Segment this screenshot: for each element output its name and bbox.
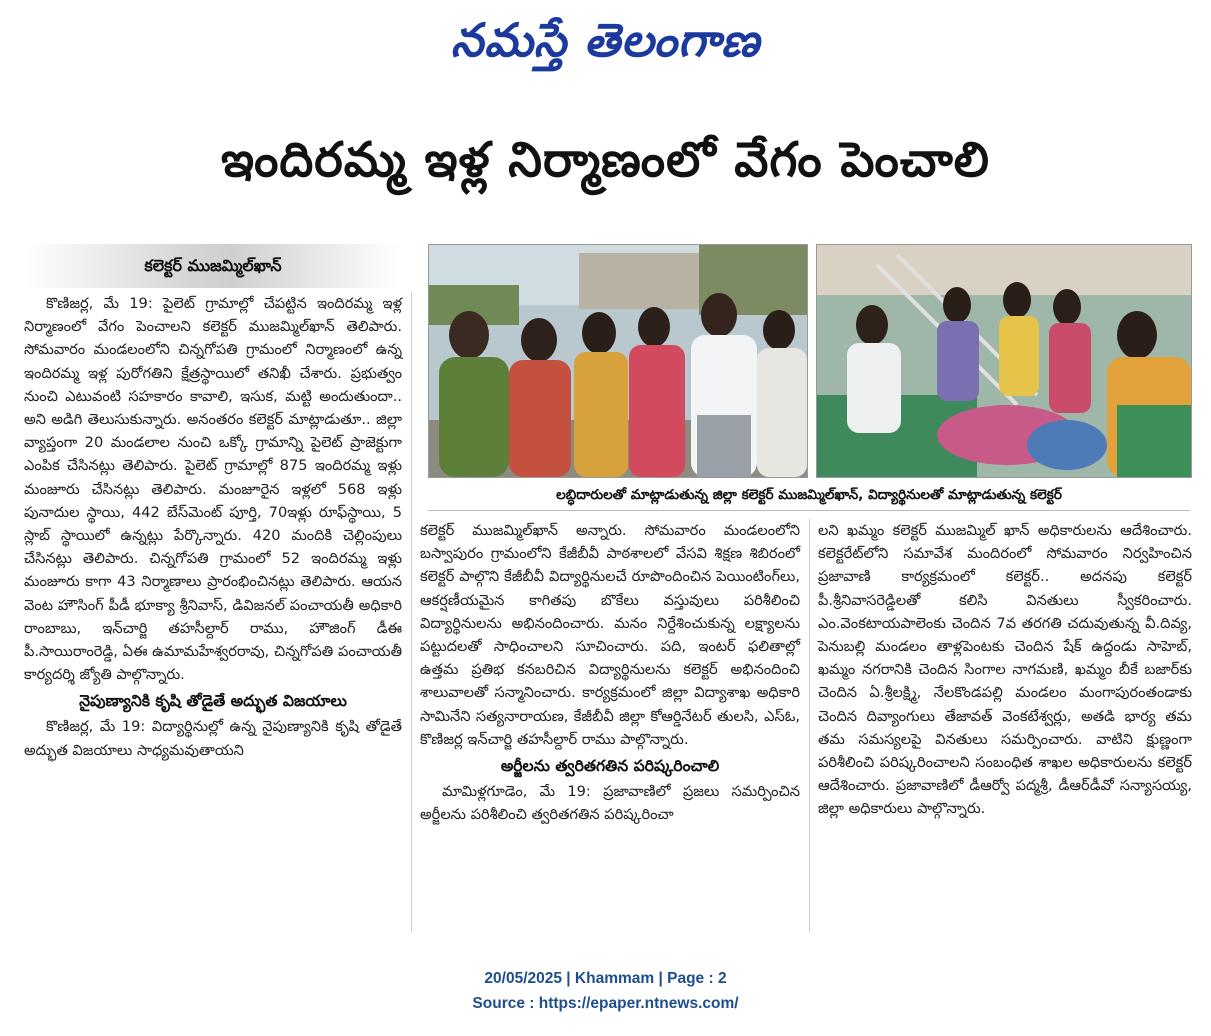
column-1-paragraph-2: కొణిజర్ల, మే 19: విద్యార్థినుల్లో ఉన్న నైపుణ్యానికి కృషి తోడైతే అద్భుత విజయాలు సాధ్యమవుతాయని [24,718,402,759]
column-divider [411,292,412,932]
column-divider [809,519,810,932]
photo-caption: లబ్ధిదారులతో మాట్లాడుతున్న జిల్లా కలెక్టర్ ముజమ్మిల్‌ఖాన్, విద్యార్థినులతో మాట్లాడుతున్న కలెక్టర్ [428,480,1190,511]
column-2-subheading: అర్జీలను త్వరితగతిన పరిష్కరించాలి [500,757,720,776]
column-3-paragraph-1: లని ఖమ్మం కలెక్టర్ ముజమ్మిల్ ఖాన్ అధికారులను ఆదేశించారు. కలెక్టరేట్‌లోని సమావేశ మందిరంలో సోమవారం నిర్వహించిన ప్రజావాణి కార్యక్రమంలో కలెక్టర్.. అదనపు కలెక్టర్ పీ.శ్రీనివాసరెడ్డిలతో కలిసి వినతులు స్వీకరించారు. ఎం.వెంకటాయపాలెంకు చెందిన 7వ తరగతి చదువుతున్న వీ.దివ్య, పెనుబల్లి మండలం తాళ్లపెంటకు చెందిన షేక్ ఉద్దండు సాహెబ్, ఖమ్మం నగరానికి చెందిన సింగాల నాగమణి, ఖమ్మం బీకే బజార్‌కు చెందిన ఏ.శ్రీలక్ష్మి, నేలకొండపల్లి మండలం మంగాపురంతండాకు చెందిన దివ్యాంగులు తేజావత్ వెంకటేశ్వర్లు, అతడి భార్య తమ తమ సమస్యలపై వినతులు సమర్పించారు. వాటిని క్షుణ్ణంగా పరిశీలించి పరిష్కరించాలని సంబంధిత శాఖల అధికారులను కలెక్టర్ ఆదేశించారు. ప్రజావాణిలో డీఆర్వో పద్మశ్రీ, డీఆర్‌డీవో సన్యాసయ్య, జిల్లా అధికారులు పాల్గొన్నారు. [818,522,1192,818]
column-2-paragraph-1: కలెక్టర్ ముజమ్మిల్‌ఖాన్ అన్నారు. సోమవారం మండలంలోని బస్వాపురం గ్రామంలోని కేజీబీవీ పాఠశాలలో వేసవి శిక్షణ శిబిరంలో కలెక్టర్ పాల్గొని కేజీబీవీ విద్యార్థినులచే రూపొందించిన పెయింటింగ్‌లు, ఆకర్షణీయమైన కాగితపు బొకేలు వస్తువులు పరిశీలించి విద్యార్థినులను అభినందించారు. మనం నిర్దేశించుకున్న లక్ష్యాలను పట్టుదలతో సాధించాలని సూచించారు. పది, ఇంటర్ ఫలితాల్లో ఉత్తమ ప్రతిభ కనబరిచిన విద్యార్థినులను కలెక్టర్ అభినందించి శాలువాలతో సన్మానించారు. కార్యక్రమంలో జిల్లా విద్యాశాఖ అధికారి సామినేని సత్యనారాయణ, కేజీబీవీ జిల్లా కోఆర్డినేటర్ తులసి, ఎస్‌ఓ, కొణిజర్ల ఇన్‌చార్జి తహసీల్దార్ రాము పాల్గొన్నారు. [420,522,800,748]
article-headline: ఇందిరమ్మ ఇళ్ల నిర్మాణంలో వేగం పెంచాలి [221,132,990,188]
column-2-paragraph-2: మామిళ్లగూడెం, మే 19: ప్రజావాణిలో ప్రజలు సమర్పించిన అర్జీలను పరిశీలించి త్వరితగతిన పరిష్కరించా [420,783,800,824]
newspaper-logo: నమస్తే తెలంగాణ [450,13,761,67]
edition-info: 20/05/2025 | Khammam | Page : 2 [484,970,727,987]
masthead [0,8,1211,72]
beneficiaries-photo-illustration [429,245,807,477]
byline-banner: కలెక్టర్ ముజమ్మిల్‌ఖాన్ [26,244,400,288]
students-photo-illustration [817,245,1191,477]
article-column-3 [818,519,1192,821]
article-column-1 [24,292,402,762]
column-1-subheading: నైపుణ్యానికి కృషి తోడైతే అద్భుత విజయాలు [79,692,347,711]
photo-collector-with-students [816,244,1192,478]
column-1-paragraph-1: కొణిజర్ల, మే 19: పైలెట్ గ్రామాల్లో చేపట్టిన ఇందిరమ్మ ఇళ్ల నిర్మాణంలో వేగం పెంచాలని కలెక్టర్ ముజమ్మిల్‌ఖాన్ తెలిపారు. సోమవారం మండలంలోని చిన్నగోపతి గ్రామంలో నిర్మాణంలో ఉన్న ఇందిరమ్మ ఇళ్ల పురోగతిని క్షేత్రస్థాయిలో తనిఖీ చేశారు. ప్రభుత్వం నుంచి ఎటువంటి సహకారం కావాలి, ఇసుక, మట్టి అందుతుందా.. అని అడిగి తెలుసుకున్నారు. అనంతరం కలెక్టర్ మాట్లాడుతూ.. జిల్లా వ్యాప్తంగా 20 మండలాల నుంచి ఒక్కో గ్రామాన్ని పైలెట్ ప్రాజెక్టుగా ఎంపిక చేసినట్లు తెలిపారు. పైలెట్ గ్రామాల్లో 875 ఇందిరమ్మ ఇళ్లు మంజూరు చేసినట్లు తెలిపారు. మంజూరైన ఇళ్లలో 568 ఇళ్లు పునాదుల స్థాయి, 442 బేస్‌మెంట్ పూర్తి, 70ఇళ్లు రూఫ్‌స్థాయి, 5 స్లాబ్ స్థాయిలో ఉన్నట్లు పేర్కొన్నారు. 420 మందికి చెల్లింపులు చేసినట్లు తెలిపారు. చిన్నగోపతి గ్రామంలో 52 ఇందిరమ్మ ఇళ్లు మంజూరు కాగా 43 నిర్మాణాలు ప్రారంభించినట్లు తెలిపారు. ఆయన వెంట హౌసింగ్ పీడీ భూక్యా శ్రీనివాస్, డివిజనల్ పంచాయతీ అధికారి రాంబాబు, ఇన్‌చార్జి తహసీల్దార్ రాము, హౌజింగ్ డీఈ పీ.సాయిరాంరెడ్డి, ఏఈ ఉమామహేశ్వరరావు, చిన్నగోపతి పంచాయతీ కార్యదర్శి జ్యోతి పాల్గొన్నారు. [24,295,402,684]
article-column-2 [420,519,800,826]
source-link[interactable]: Source : https://epaper.ntnews.com/ [472,995,739,1012]
photo-collector-with-beneficiaries [428,244,808,478]
